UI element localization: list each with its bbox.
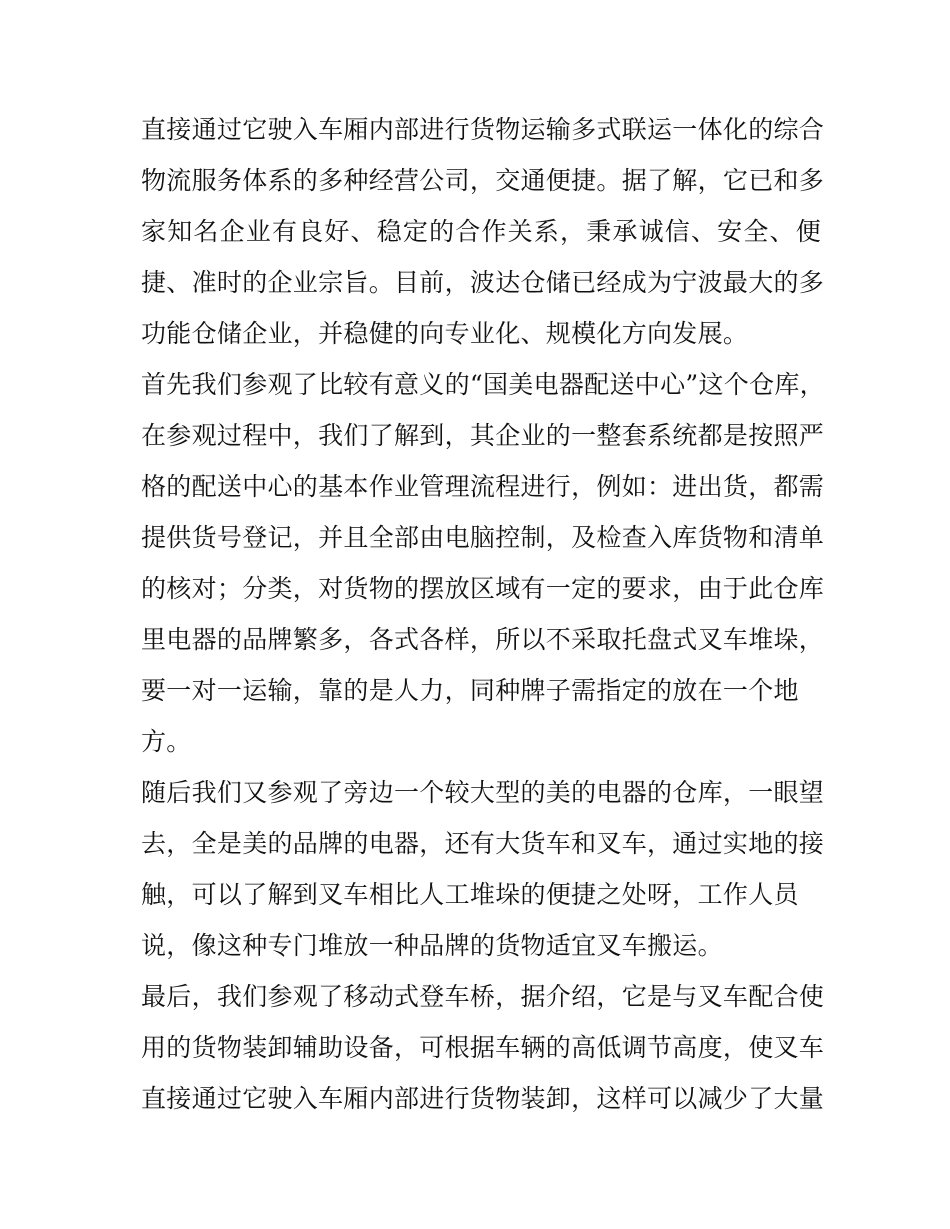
text-line: 触，可以了解到叉车相比人工堆垛的便捷之处呀，工作人员 bbox=[141, 880, 799, 909]
text-line: 格的配送中心的基本作业管理流程进行，例如：进出货，都需 bbox=[141, 472, 825, 501]
paragraph-2 bbox=[141, 359, 825, 767]
text-line: 提供货号登记，并且全部由电脑控制，及检查入库货物和清单 bbox=[141, 523, 825, 552]
text-line: 说，像这种专门堆放一种品牌的货物适宜叉车搬运。 bbox=[141, 931, 723, 960]
paragraph-1 bbox=[141, 104, 825, 359]
text-line: 直接通过它驶入车厢内部进行货物运输多式联运一体化的综合 bbox=[141, 115, 825, 144]
text-line: 随后我们又参观了旁边一个较大型的美的电器的仓库，一眼望 bbox=[141, 778, 825, 807]
text-line: 里电器的品牌繁多，各式各样，所以不采取托盘式叉车堆垛， bbox=[141, 625, 825, 654]
text-line: 家知名企业有良好、稳定的合作关系，秉承诚信、安全、便 bbox=[141, 217, 821, 246]
text-line: 功能仓储企业，并稳健的向专业化、规模化方向发展。 bbox=[141, 319, 749, 348]
text-line: 方。 bbox=[141, 727, 192, 756]
text-line: 去，全是美的品牌的电器，还有大货车和叉车，通过实地的接 bbox=[141, 829, 825, 858]
text-line: 首先我们参观了比较有意义的“国美电器配送中心”这个仓库， bbox=[141, 370, 825, 399]
paragraph-4 bbox=[141, 971, 825, 1124]
text-line: 物流服务体系的多种经营公司，交通便捷。据了解，它已和多 bbox=[141, 166, 825, 195]
text-line: 在参观过程中，我们了解到，其企业的一整套系统都是按照严 bbox=[141, 421, 825, 450]
text-line: 要一对一运输，靠的是人力，同种牌子需指定的放在一个地 bbox=[141, 676, 799, 705]
document-body bbox=[141, 104, 825, 1124]
text-line: 的核对；分类，对货物的摆放区域有一定的要求，由于此仓库 bbox=[141, 574, 825, 603]
text-line: 最后，我们参观了移动式登车桥，据介绍，它是与叉车配合使 bbox=[141, 982, 825, 1011]
text-line: 捷、准时的企业宗旨。目前，波达仓储已经成为宁波最大的多 bbox=[141, 268, 825, 297]
paragraph-3 bbox=[141, 767, 825, 971]
text-line: 用的货物装卸辅助设备，可根据车辆的高低调节高度，使叉车 bbox=[141, 1033, 825, 1062]
text-line: 直接通过它驶入车厢内部进行货物装卸，这样可以减少了大量 bbox=[141, 1084, 825, 1113]
